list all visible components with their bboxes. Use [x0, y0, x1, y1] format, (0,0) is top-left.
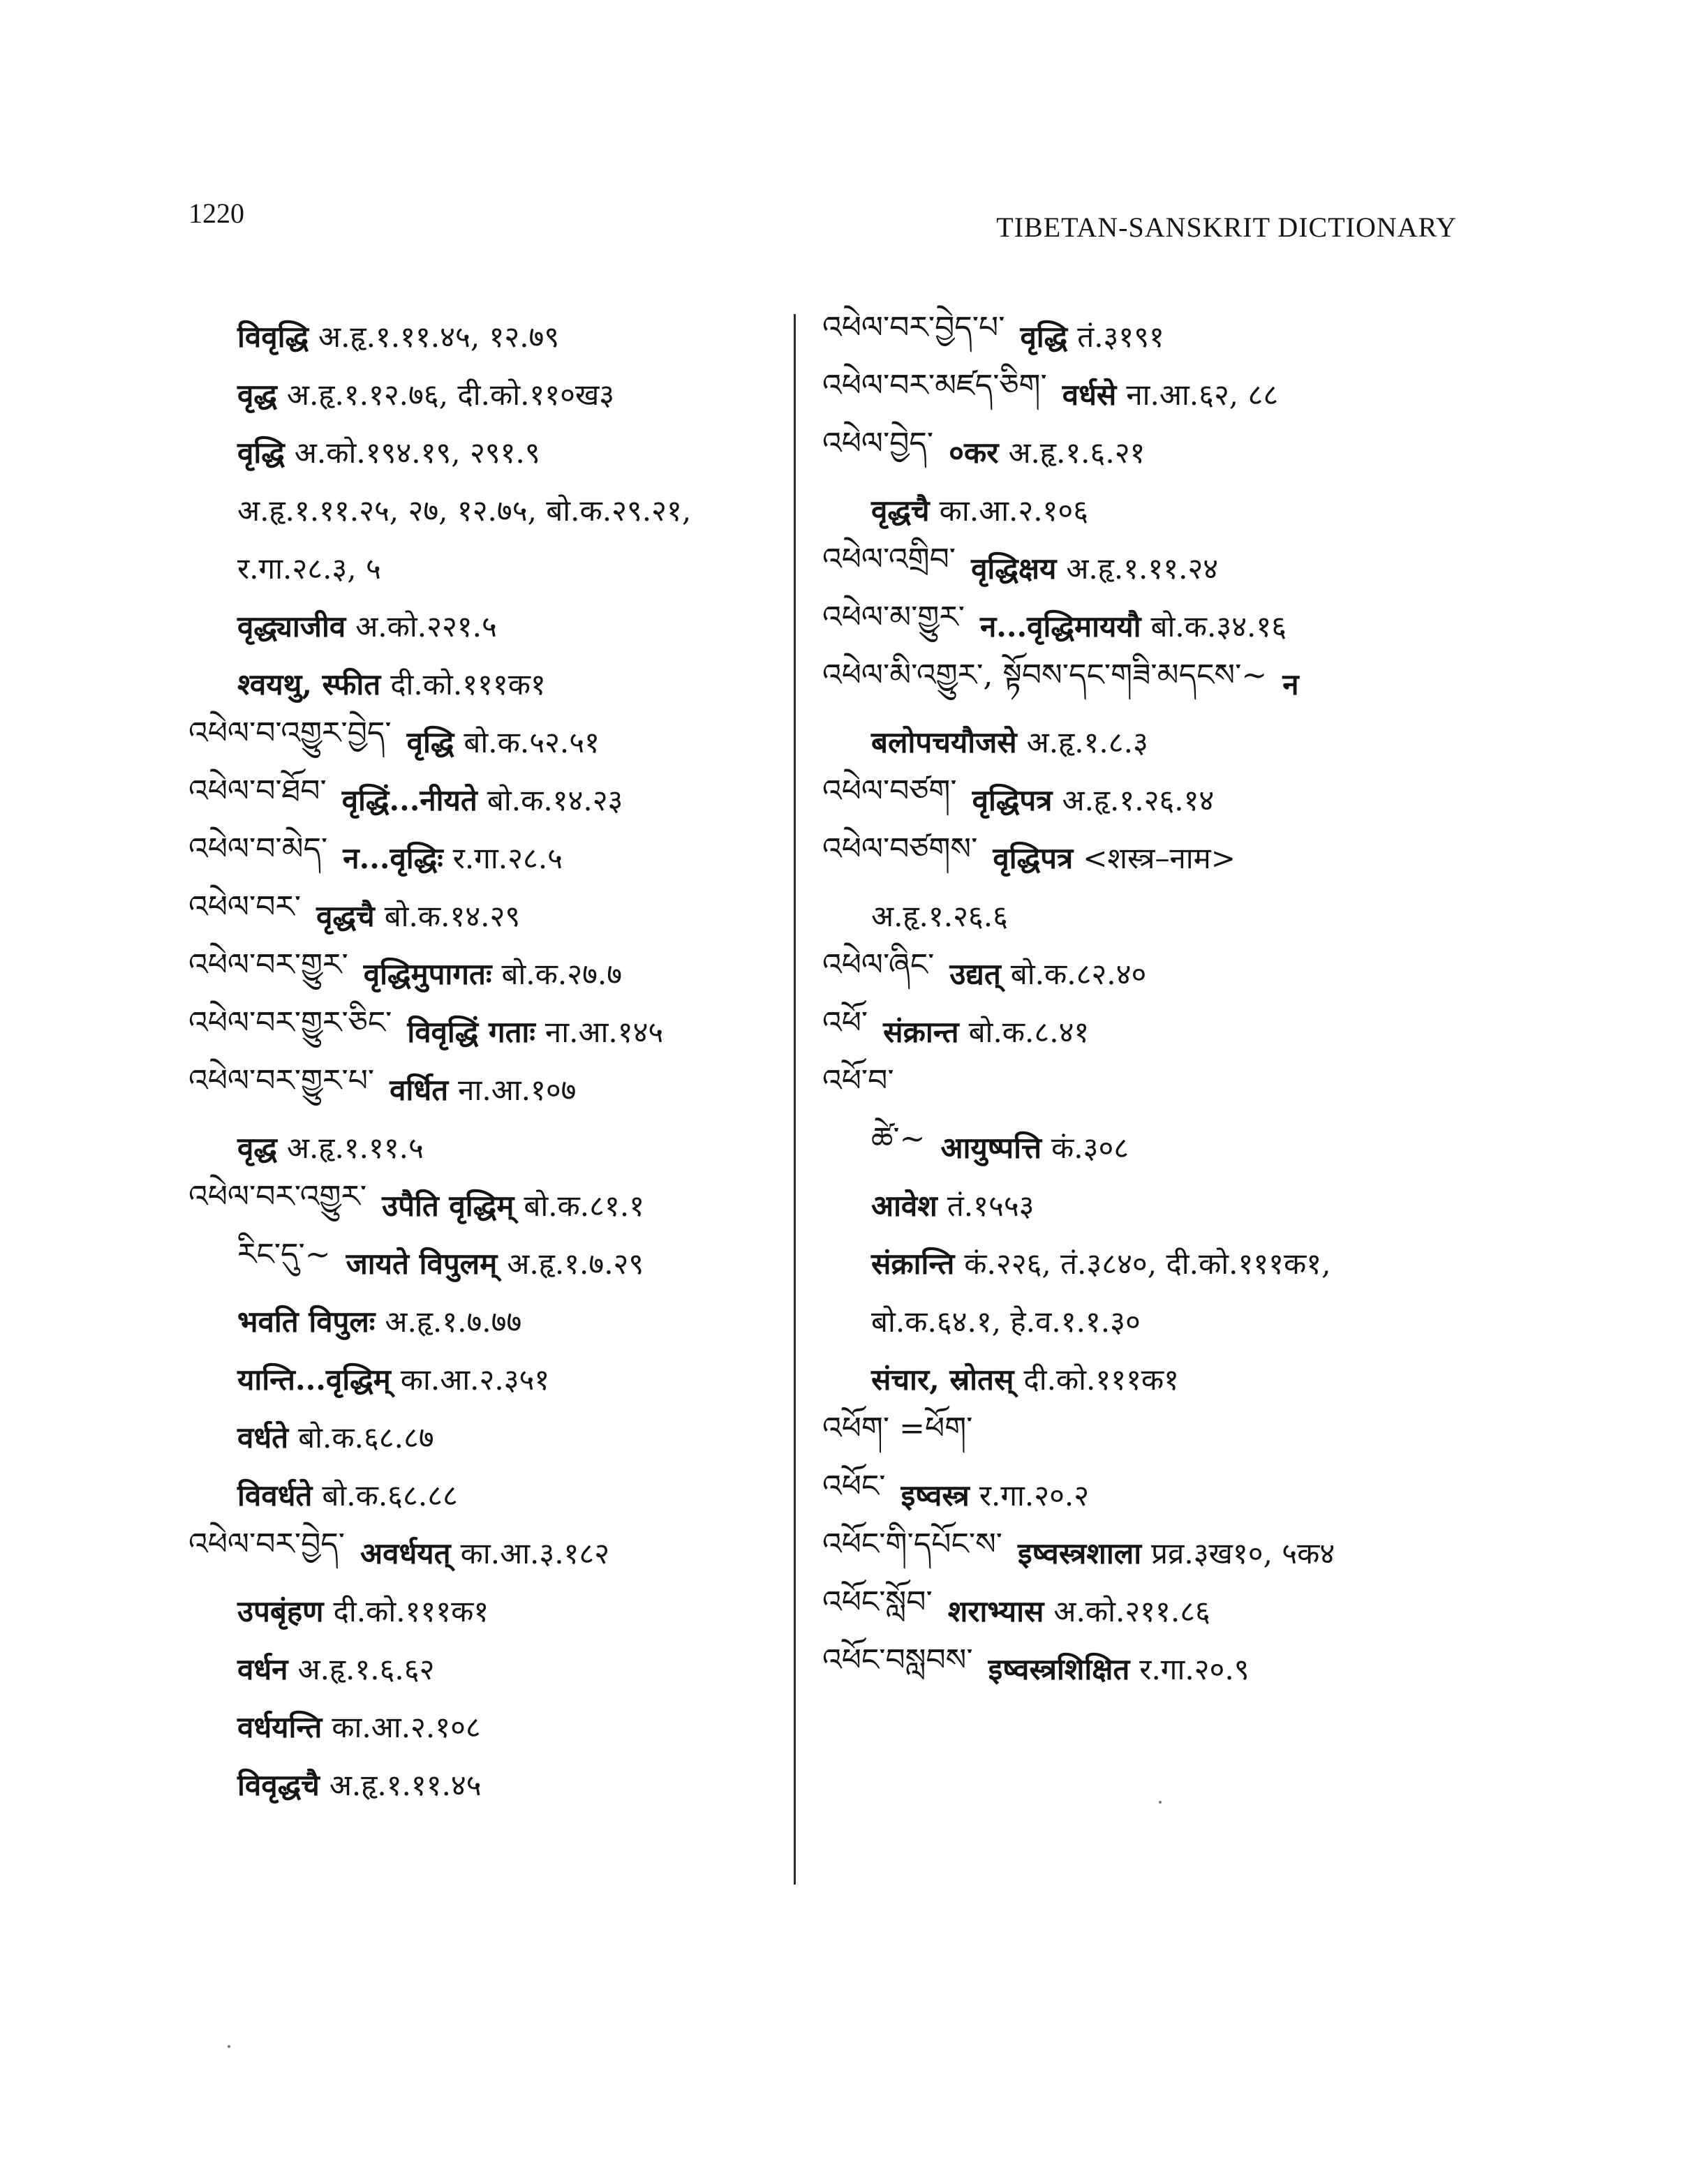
sanskrit-equivalent: वृद्धिपत्र — [972, 783, 1053, 817]
source-reference: दी.को.१११क१ — [333, 1594, 489, 1628]
sanskrit-equivalent: विवर्धते — [237, 1478, 313, 1513]
tibetan-headword: འཕེལ་བར་མཛད་ཅིག་ — [822, 367, 1047, 403]
source-reference: अ.को.१९४.१९, २९१.९ — [294, 436, 540, 470]
source-reference: अ.हृ.१.११.४५ — [329, 1768, 482, 1802]
dictionary-line — [188, 1640, 789, 1698]
source-reference: अ.हृ.१.१२.७६, दी.को.११०ख३ — [286, 378, 615, 412]
sanskrit-equivalent: न...वृद्धिमाययौ — [979, 609, 1141, 644]
source-reference: अ.हृ.१.११.४५, १२.७९ — [318, 320, 560, 354]
tibetan-headword: འཕོང་གི་དཔོང་ས་ — [822, 1526, 1003, 1562]
source-reference: बो.क.८.४१ — [968, 1015, 1090, 1049]
source-reference: र.गा.२०.२ — [979, 1478, 1090, 1513]
sanskrit-equivalent: आयुष्पत्ति — [940, 1131, 1042, 1165]
source-reference: ना.आ.१४५ — [544, 1015, 664, 1049]
tibetan-headword: འཕེལ་བར་བྱེད་ — [188, 1526, 346, 1562]
scan-speck — [228, 2045, 230, 2048]
sanskrit-equivalent: उपैति वृद्धिम् — [382, 1189, 514, 1223]
tibetan-headword: འཕེལ་བར་འགྱུར་ — [188, 1178, 367, 1214]
source-reference: अ.को.२११.८६ — [1053, 1594, 1210, 1628]
tibetan-headword: འཕེལ་བར་གྱུར་ — [188, 946, 348, 983]
dictionary-line — [188, 365, 789, 423]
source-reference: र.गा.२८.३, ५ — [237, 551, 381, 586]
source-reference: ना.आ.६२, ८८ — [1126, 378, 1279, 412]
sanskrit-equivalent: विवृद्धचै — [237, 1768, 320, 1802]
source-reference: बो.क.६४.१, हे.व.१.१.३० — [871, 1305, 1141, 1339]
dictionary-line — [188, 1408, 789, 1466]
source-reference: बो.क.३४.१६ — [1150, 609, 1287, 644]
source-reference: का.आ.२.१०६ — [939, 493, 1089, 528]
source-reference: दी.को.१११क१ — [1023, 1362, 1180, 1397]
sanskrit-equivalent: उद्यत् — [949, 957, 1001, 991]
scan-speck — [1159, 1801, 1162, 1804]
source-reference: अ.हृ.१.२६.१४ — [1062, 783, 1215, 817]
dictionary-line — [188, 597, 789, 655]
tibetan-headword: རིང་དུ་~ — [237, 1236, 331, 1272]
tibetan-headword: འཕེལ་བ་མེད་ — [188, 831, 328, 867]
source-reference: बो.क.१४.२९ — [384, 899, 521, 933]
tibetan-headword: འཕེལ་བར་ — [188, 889, 302, 925]
dictionary-line — [188, 423, 789, 481]
tibetan-headword: འཕེལ་བྱེད་ — [822, 425, 934, 461]
source-reference: बो.क.१४.२३ — [487, 783, 623, 817]
dictionary-line — [822, 829, 1492, 886]
source-reference: र.गा.२०.९ — [1139, 1652, 1250, 1686]
source-reference: दी.को.१११क१ — [390, 667, 546, 701]
source-reference: अ.हृ.१.११.५ — [286, 1131, 424, 1165]
left-column — [188, 307, 789, 1813]
dictionary-line — [188, 1698, 789, 1755]
sanskrit-equivalent: श्वयथु, स्फीत — [237, 667, 381, 701]
tibetan-headword: ཚེ་~ — [871, 1120, 926, 1157]
dictionary-line — [188, 1292, 789, 1350]
sanskrit-equivalent: वर्धयन्ति — [237, 1710, 323, 1744]
tibetan-headword: འཕེལ་བཙག་ — [822, 773, 957, 809]
source-reference: प्रव्र.३ख१०, ५क४ — [1151, 1536, 1335, 1570]
sanskrit-equivalent: वृद्ध्याजीव — [237, 609, 346, 644]
source-reference: बो.क.५२.५१ — [464, 725, 600, 759]
column-divider — [794, 314, 796, 1885]
tibetan-headword: འཕེལ་ཞིང་ — [822, 946, 935, 983]
sanskrit-equivalent: संचार, स्रोतस् — [871, 1362, 1014, 1397]
dictionary-line — [188, 1582, 789, 1640]
tibetan-headword: འཕེལ་འགྲིབ་ — [822, 541, 956, 577]
sanskrit-equivalent: इष्वस्त्र — [900, 1478, 970, 1513]
dictionary-line — [822, 1118, 1492, 1176]
sanskrit-equivalent: वृद्धि — [237, 436, 285, 470]
source-reference: बो.क.८१.१ — [524, 1189, 645, 1223]
dictionary-line — [822, 1176, 1492, 1234]
source-reference: अ.को.२२१.५ — [355, 609, 497, 644]
source-reference: का.आ.२.३५१ — [400, 1362, 550, 1397]
dictionary-line — [822, 1234, 1492, 1292]
sanskrit-equivalent: वृद्धिं...नीयते — [341, 783, 477, 817]
source-reference: अ.हृ.१.७.७७ — [385, 1305, 522, 1339]
dictionary-line — [822, 1292, 1492, 1350]
sanskrit-equivalent: वृद्धि — [1020, 320, 1068, 354]
sanskrit-equivalent: अवर्धयत् — [360, 1536, 451, 1570]
sanskrit-equivalent: वृद्धि — [406, 725, 454, 759]
source-reference: कं.३०८ — [1051, 1131, 1129, 1165]
sanskrit-equivalent: वृद्धिपत्र — [993, 841, 1074, 875]
source-reference: का.आ.२.१०८ — [332, 1710, 481, 1744]
sanskrit-equivalent: संक्रान्त — [883, 1015, 959, 1049]
sanskrit-equivalent: वर्धित — [390, 1073, 449, 1107]
sanskrit-equivalent: इष्वस्त्रशिक्षित — [988, 1652, 1130, 1686]
sanskrit-equivalent: वृद्धिक्षय — [971, 551, 1057, 586]
sanskrit-equivalent: भवति विपुलः — [237, 1305, 376, 1339]
tibetan-headword: འཕོང་བསླབས་ — [822, 1642, 973, 1678]
tibetan-headword: འཕེལ་བ་ཐོབ་ — [188, 773, 327, 809]
dictionary-line — [188, 1755, 789, 1813]
source-reference: अ.हृ.१.११.२५, २७, १२.७५, बो.क.२९.२१, — [237, 493, 692, 528]
sanskrit-equivalent: संक्रान्ति — [871, 1247, 955, 1281]
dictionary-line — [188, 1234, 789, 1292]
source-reference: बो.क.२७.७ — [501, 957, 623, 991]
tibetan-headword: འཕེལ་མ་གྱུར་ — [822, 599, 965, 635]
tibetan-headword: འཕེལ་བར་བྱེད་པ་ — [822, 309, 1005, 346]
tibetan-headword: འཕོག་ =ཕོག་ — [822, 1410, 973, 1446]
sanskrit-equivalent: वृद्धचै — [871, 493, 930, 528]
tibetan-headword: འཕེལ་བར་གྱུར་པ་ — [188, 1062, 375, 1099]
dictionary-line — [188, 1524, 789, 1582]
sanskrit-equivalent: वृद्धचै — [316, 899, 375, 933]
sanskrit-equivalent: वृद्ध — [237, 1131, 277, 1165]
tibetan-headword: འཕོ་ — [822, 1004, 868, 1041]
source-reference: ना.आ.१०७ — [458, 1073, 577, 1107]
source-reference: अ.हृ.१.२६.६ — [871, 899, 1008, 933]
dictionary-line — [188, 1060, 789, 1118]
sanskrit-equivalent: न...वृद्धिः — [343, 841, 443, 875]
page-number: 1220 — [188, 198, 244, 229]
tibetan-headword: འཕེལ་བ་འགྱུར་བྱེད་ — [188, 715, 392, 751]
source-reference: तं.१५५३ — [947, 1189, 1035, 1223]
source-reference: अ.हृ.१.६.६२ — [297, 1652, 435, 1686]
sanskrit-equivalent: न — [1282, 667, 1299, 701]
sanskrit-equivalent: यान्ति...वृद्धिम् — [237, 1362, 391, 1397]
source-reference: बो.क.६८.८८ — [322, 1478, 458, 1513]
dictionary-line — [822, 655, 1492, 713]
sanskrit-equivalent: वृद्धिमुपागतः — [363, 957, 492, 991]
sanskrit-equivalent: वर्धसे — [1062, 378, 1117, 412]
source-reference: कं.२२६, तं.३८४०, दी.को.१११क१, — [964, 1247, 1331, 1281]
tibetan-headword: འཕོ་བ་ — [822, 1062, 894, 1099]
dictionary-line — [822, 1640, 1492, 1698]
right-column — [822, 307, 1492, 1698]
sanskrit-equivalent: वृद्ध — [237, 378, 277, 412]
tibetan-headword: འཕོང་སློབ་ — [822, 1584, 933, 1620]
source-reference: <शस्त्र–नाम> — [1083, 841, 1236, 875]
sanskrit-equivalent: विवृद्धि — [237, 320, 309, 354]
dictionary-line — [188, 307, 789, 365]
dictionary-line — [188, 481, 789, 539]
sanskrit-equivalent: वर्धते — [237, 1420, 289, 1455]
dictionary-line — [188, 1350, 789, 1408]
sanskrit-equivalent: इष्वस्त्रशाला — [1018, 1536, 1142, 1570]
source-reference: अ.हृ.१.८.३ — [1026, 725, 1148, 759]
source-reference: अ.हृ.१.११.२४ — [1066, 551, 1219, 586]
running-title: TIBETAN-SANSKRIT DICTIONARY — [996, 211, 1457, 243]
dictionary-line — [822, 944, 1492, 1002]
tibetan-headword: འཕེལ་བར་གྱུར་ཅིང་ — [188, 1004, 392, 1041]
sanskrit-equivalent: विवृद्धिं गताः — [407, 1015, 535, 1049]
dictionary-line — [822, 1002, 1492, 1060]
sanskrit-equivalent: शराभ्यास — [947, 1594, 1044, 1628]
source-reference: बो.क.६८.८७ — [298, 1420, 434, 1455]
sanskrit-equivalent: आवेश — [871, 1189, 937, 1223]
source-reference: बो.क.८२.४० — [1010, 957, 1147, 991]
tibetan-headword: འཕོང་ — [822, 1468, 886, 1504]
source-reference: का.आ.३.१८२ — [460, 1536, 610, 1570]
sanskrit-equivalent: उपबृंहण — [237, 1594, 324, 1628]
source-reference: तं.३१९१ — [1077, 320, 1164, 354]
sanskrit-equivalent: जायते विपुलम् — [346, 1247, 498, 1281]
tibetan-headword: འཕེལ་མི་འགྱུར་, སྟོབས་དང་གཟི་མདངས་~ — [822, 657, 1268, 693]
tibetan-headword: འཕེལ་བཙགས་ — [822, 831, 978, 867]
source-reference: र.गा.२८.५ — [452, 841, 563, 875]
sanskrit-equivalent: ०कर — [949, 436, 999, 470]
sanskrit-equivalent: वर्धन — [237, 1652, 288, 1686]
source-reference: अ.हृ.१.६.२१ — [1008, 436, 1146, 470]
dictionary-line — [822, 1408, 1492, 1466]
dictionary-line — [188, 539, 789, 597]
source-reference: अ.हृ.१.७.२९ — [507, 1247, 644, 1281]
sanskrit-equivalent: बलोपचयौजसे — [871, 725, 1017, 759]
dictionary-line — [822, 423, 1492, 481]
